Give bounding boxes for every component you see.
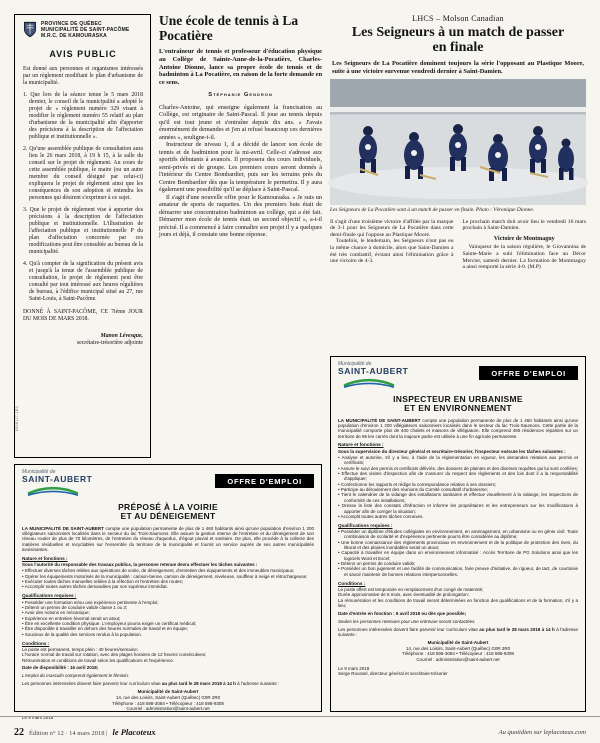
hockey-paragraph: Il s'agit d'une troisième victoire d'affilée par la marque de 3-1 pour les Seigneurs de La Pocatière dans cette demi-finale qui l'oppose au Plastique Moore. [330, 218, 454, 238]
hockey-photo [330, 79, 586, 205]
avis-item: 4. Qu'à compter de la signification du présent avis et jusqu'à la tenue de l'assemblée publique de consultation, le projet de règlement peut être consulté par tout intéressé aux heures régulières de bureau, à l'édifice municipal situé au 27, rue Saint-Louis, à Saint-Pacôme. [23, 261, 143, 302]
list-item: • Avoir des notions en mécanique; [22, 610, 314, 615]
address-email: Courriel : administration@saint-aubert.net [416, 657, 500, 662]
address-line: 14, rue des Loisirs, Saint-Aubert (Québec) G0R 2R0 [405, 645, 511, 651]
contact-note: Seules les personnes retenues pour une entrevue seront contactées. [338, 618, 476, 624]
list-item: • Accomplit toutes autres tâches connexes. [338, 514, 578, 519]
hockey-lead: Les Seigneurs de La Pocatière dominent toujours la série l'opposant au Plastique Moore, suite à une victoire survenue vendredi dernier à Saint-Damien. [332, 60, 584, 75]
page-number: 22 [14, 726, 24, 738]
list-item: Durée approximative de 6 mois, avec éventualité de prolongation; [338, 592, 469, 598]
apply-prefix: Les personnes intéressées doivent faire parvenir leur curriculum vitae [22, 681, 162, 687]
apply-suffix: à l'adresse suivante : [338, 626, 578, 637]
footer-tagline: Au quotidien sur leplacoteux.com [498, 728, 586, 736]
saint-aubert-logo [22, 470, 92, 500]
avis-header [23, 21, 143, 43]
nature-heading: Nature et fonctions : [22, 555, 68, 561]
qualifications-heading: Qualifications requises : [338, 522, 393, 528]
saint-aubert-logo-top: Municipalité de [22, 469, 56, 475]
offre-emploi-banner: OFFRE D'EMPLOI [215, 474, 314, 488]
list-item: L'horaire normal de travail sur rotation, avec des plages horaires de 12 heures consécutives; [22, 652, 207, 658]
list-item: Le poste offert est temporaire en remplacement d'un congé de maternité; [338, 586, 484, 592]
job-intro [338, 418, 578, 439]
list-item: • Capacité à travailler en équipe dans un environnement informatisé : Accès Territoire de PG Solutions ainsi que les logiciels Word et Excel; [338, 550, 578, 561]
job-title-line1: INSPECTEUR EN URBANISME [393, 393, 523, 404]
list-item: • Opérer les équipements motorisés de la municipalité : camion-benne, camion de déneigement, niveleuse, souffleur à neige et rétrochargeuse; [22, 574, 314, 579]
list-item: • Être en excellente condition physique. L'employeur pourra exiger un certificat médical; [22, 621, 314, 626]
qualifications-list [338, 529, 578, 577]
job-intro-rest: compte une population permanente de plus de 1 460 habitants ainsi qu'une population d'environ 1 200 villégiateurs saisonniers localisés dans le secteur du lac Trois-Saumons. Elle assure la gestion interne de l'entretien et du déneigement de son réseau routier de plus de 70 kilomètres, de l'entretien du réseau d'aqueduc, d'égout pluvial et sanitaire. De plus, elle procède à la collecte des matières résiduelles et recyclables sur l'ensemble du territoire de la municipalité et fournit un service auprès de ses autres municipalités avoisinantes. [22, 525, 314, 552]
edition-info: Édition n° 12 · 14 mars 2018 | [29, 729, 108, 737]
tennis-body [159, 104, 322, 239]
conditions-list [22, 647, 314, 663]
hockey-headline: Les Seigneurs à un match de passer en finale [351, 25, 565, 55]
list-item: • Effectuer diverses tâches reliées aux opérations de voirie, de déneigement, d'entretien des équipements et des immeubles municipaux; [22, 568, 314, 573]
address-phone: Téléphone : 418 598-3084 • Télécopieur : 418 598-9308 [112, 700, 224, 706]
masculine-note: L'emploi du masculin comprend également le féminin. [22, 673, 130, 679]
saint-aubert-swoosh-icon [338, 378, 400, 388]
tennis-headline: Une école de tennis à La Pocatière [159, 13, 299, 43]
job-date: Le 9 mars 2018 [338, 665, 370, 671]
saint-aubert-logo [338, 362, 408, 392]
tennis-paragraph: Charles-Antoine, qui enseigne également la francisation au Collège, est originaire de Saint-Pascal. Il joue au tennis depuis qu'il est tout jeune et s'entraîne depuis dix ans. « J'avais énormément de demandes et j'en ai refusé beaucoup ces dernières années », souligne-t-il. [159, 103, 322, 141]
nature-subheading: Sous l'autorité du responsable des travaux publics, la personne retenue devra effectuer les tâches suivantes : [22, 562, 258, 568]
avis-province: PROVINCE DE QUÉBEC [41, 21, 102, 27]
address-name: Municipalité de Saint-Aubert [427, 640, 489, 646]
address-phone: Téléphone : 418 598-3084 • Télécopieur : 418 598-9308 [402, 651, 514, 657]
tennis-byline: Stéphanie Gendron [208, 91, 273, 98]
apply-instructions [338, 627, 578, 638]
nature-list [338, 455, 578, 519]
list-item: • Posséder un diplôme d'études collégiales en environnement, en aménagement, en urbanisme ou en génie civil. Toute combinaison de scolarité et d'expérience pertinente pourra être considérée au diplôme; [338, 529, 578, 540]
conditions-list [338, 587, 578, 608]
job-title-inspecteur [338, 395, 578, 414]
nature-list [22, 568, 314, 589]
saint-aubert-swoosh-icon [22, 486, 84, 496]
avis-signature-title: secrétaire-trésorière adjointe [76, 340, 143, 346]
list-item: • Posséder un bon jugement et une facilité de communication, faire preuve d'initiative, de rigueur, de tact, de courtoisie et savoir maintenir de bonnes relations interpersonnelles. [338, 566, 578, 577]
offre-emploi-banner: OFFRE D'EMPLOI [479, 366, 578, 380]
list-item: • Une bonne connaissance des règlements provinciaux en environnement et de la politique de protection des rives, du littoral et des plaines inondables serait un atout; [338, 540, 578, 551]
avis-given: DONNÉ À SAINT-PACÔME, CE 7ième JOUR DU MOIS DE MARS 2018. [23, 309, 143, 322]
job-date: Le 9 mars 2018 [22, 714, 54, 720]
list-item: • Détenir un permis de conduire valide classe 1 ou 3; [22, 605, 314, 610]
hockey-caption: Les Seigneurs de La Pocatière sont à un match de passer en finale. Photo : Véronique Dionne. [330, 207, 535, 214]
nature-subheading: Sous la supervision du directeur général et secrétaire-trésorier, l'inspecteur exécute les tâches suivantes : [338, 448, 566, 454]
avis-signature-name: Manon Lévesque, [100, 333, 143, 339]
list-item: Le poste est permanent, temps plein : 40 heures/semaine; [22, 646, 139, 652]
tennis-lead: L'entraîneur de tennis et professeur d'éducation physique au Collège de Sainte-Anne-de-la-Pocatière, Charles-Antoine Dionne, lance sa propre école de tennis et de badminton à La Pocatière, en raison de la forte demande en ce sens. [159, 48, 322, 87]
list-item: • Expérience en entretien hivernal serait un atout; [22, 616, 314, 621]
tennis-paragraph: Instructeur de niveau 1, il a décidé de lancer son école de tennis et de badminton pour la mi-avril. Celle-ci s'adresse aux sportifs débutants à avancés. Il proposera des cours individuels, semi-privés et de groupe. Les premiers cours seront donnés à l'intérieur du Centre Bombardier, puis sur les terrains près du Centre Bombardier dès que la température le permettra. Il y aura également une possibilité qu'il se déplace à Saint-Pascal. [159, 141, 322, 194]
avis-title: AVIS PUBLIC [49, 49, 117, 59]
hockey-article [330, 14, 586, 352]
hockey-paragraph: Toutefois, le lendemain, les Seigneurs n'ont pas eu la même chance à domicile, alors que Saint-Damien a été très combattif, évitant ainsi l'élimination grâce à une victoire de 4-3. [330, 238, 454, 265]
avis-municipality: MUNICIPALITÉ DE SAINT-PACÔME [41, 27, 130, 34]
saint-aubert-logo-name: SAINT-AUBERT [22, 474, 93, 484]
list-item: • Dresse la liste des constats d'infraction et informe les propriétaires et les entrepreneurs sur les modifications à apporter afin de corriger la situation; [338, 503, 578, 514]
avis-items [23, 92, 143, 303]
list-item: • Posséder une formation et/ou une expérience pertinente à l'emploi; [22, 600, 314, 605]
newspaper-brand: le Placoteux [112, 726, 156, 737]
hockey-subhead: Victoire de Montmagny [493, 235, 555, 242]
address-line: 14, rue des Loisirs, Saint-Aubert (Québec) G0R 2R0 [115, 695, 221, 701]
address-email: Courriel : administration@saint-aubert.net [126, 706, 210, 712]
hockey-kicker: LHCS – Molson Canadian [412, 14, 504, 23]
conditions-heading: Conditions : [338, 580, 366, 586]
avis-item: 3. Que le projet de règlement vise à apporter des précisions à la description de l'affectation publique et institutionnelle. L'illustration de l'affectation publique et institutionnelle P du plan d'affectation concernée par ces modifications peut être consultée au bureau de la municipalité. [23, 207, 143, 255]
avis-intro: Est donné aux personnes et organismes intéressés par un règlement modifiant le plan d'urbanisme de la municipalité. [23, 66, 143, 86]
avis-item: 1. Que lors de la séance tenue le 5 mars 2018 dernier, le conseil de la municipalité a adopté le projet de « règlement numéro 329 visant à modifier le règlement numéro 55 relatif au plan d'urbanisme de la municipalité afin d'apporter des précisions à la description de l'affectation publique et institutionnelle ». [23, 92, 143, 140]
avis-mrc: M.R.C. DE KAMOURASKA [41, 33, 107, 40]
hockey-column-2 [463, 219, 587, 271]
apply-instructions [22, 681, 314, 686]
list-item: • Analyse et autorise, s'il y a lieu, à l'aide de la réglementation en vigueur, les demandes relatives aux permis et certificats; [338, 455, 578, 466]
tennis-article [159, 14, 322, 458]
avis-public-box [14, 14, 151, 458]
list-item: • Effectue des visites d'inspection afin de s'assurer du respect des règlements et des lois dont il a la responsabilité d'appliquer; [338, 471, 578, 482]
list-item: • Participe au déroulement des réunions du Comité consultatif d'urbanisme; [338, 487, 578, 492]
apply-deadline: au plus tard le 28 mars 2018 à 14 h [161, 681, 236, 687]
saint-aubert-logo-top: Municipalité de [338, 361, 372, 367]
qualifications-list [22, 600, 314, 637]
address-block [22, 689, 314, 711]
ad-code: 6336117-1E2 [15, 405, 19, 431]
job-intro-bold: LA MUNICIPALITÉ DE SAINT-AUBERT [22, 525, 104, 531]
list-item: • Tient le calendrier de la vidange des installations sanitaires et effectue visuellement à la vidange, les inspections de conformité de ces installations; [338, 492, 578, 503]
qualifications-heading: Qualifications requises : [22, 593, 77, 599]
job-title-line2: ET EN ENVIRONNEMENT [404, 403, 512, 413]
list-item: • Être disponible à travailler en dehors des heures normales de travail et en équipe; [22, 626, 314, 631]
job-offer-inspecteur [330, 356, 586, 712]
hockey-paragraph: Vainqueur de la saison régulière, le Giovannina de Sainte-Marie a subi l'élimination face au Décor Mercier, samedi dernier. La formation de Montmagny a ainsi remporté la série 4-0. (M.P) [462, 244, 586, 271]
job-intro-rest: compte une population permanente de plus de 1 460 habitants ainsi qu'une population d'environ 1 200 villégiateurs saisonniers localisés dans le secteur du lac Trois-Saumons. Cette partie de la municipalité comporte plus de 400 chalets et maisons de villégiature. Elle comprend 485 résidences réparties sur un territoire de 96 km carrés dont la majeure partie est utilisée à une fin agricole permanente. [338, 417, 578, 439]
job-intro-bold: LA MUNICIPALITÉ DE SAINT-AUBERT [338, 417, 421, 423]
saint-pacome-crest-logo [23, 21, 37, 43]
job-title-voirie [22, 503, 314, 522]
address-name: Municipalité de Saint-Aubert [137, 689, 199, 695]
availability-line: Date de disponibilité : 16 avril 2018; [22, 665, 99, 671]
job-signature: Serge Roussel, directeur général et secrétaire-trésorier [338, 670, 448, 676]
apply-deadline: au plus tard le 28 mars 2018 à 14 h [479, 626, 555, 632]
job-title-line2: ET AU DÉNEIGEMENT [120, 511, 216, 521]
tennis-paragraph: Il s'agit d'une nouvelle offre pour le Kamouraska. « Je suis un amateur de sports de raquettes. Un des premiers buts était de démarrer une concentration badminton au collège, qui a été fait. Démarrer mon école de tennis était un second objectif », a-t-il précisé. Il a commencé à faire connaître son projet il y a quelques jours et déjà, il constate une bonne réponse. [159, 193, 322, 239]
saint-aubert-logo-name: SAINT-AUBERT [338, 366, 409, 376]
list-item: • Confectionne les rapports et rédige la correspondance relative à ses dossiers; [338, 482, 578, 487]
hockey-paragraph: Le prochain match doit avoir lieu le vendredi 16 mars prochain à Saint-Damien. [462, 218, 586, 232]
start-date-line: Date d'entrée en fonction : 9 avril 2018 ou dès que possible; [338, 610, 467, 616]
nature-heading: Nature et fonctions : [338, 442, 384, 448]
job-intro [22, 526, 314, 553]
list-item: Rémunération et conditions de travail selon les qualifications et l'expérience. [22, 657, 174, 663]
avis-item: 2. Qu'une assemblée publique de consultation aura lieu le 26 mars 2018, à 19 h 15, à la salle du conseil sur le projet de règlement. Au cours de cette assemblée publique, le maire (ou un autre membre du conseil désigné par celui-ci) expliquera le projet de règlement ainsi que les conséquences de son adoption et entendra les personnes qui désirent s'exprimer à ce sujet. [23, 146, 143, 201]
list-item: La rémunération et les conditions de travail seront déterminées en fonction des qualifications et de la formation, s'il y a lieu; [338, 597, 578, 608]
job-offer-voirie [14, 464, 322, 720]
apply-suffix: à l'adresse suivante : [235, 681, 280, 687]
list-item: • Détenir un permis de conduire valide; [338, 561, 578, 566]
list-item: • Soucieux de la qualité des services rendus à la population. [22, 632, 314, 637]
list-item: • Accomplir toutes autres tâches demandées par son supérieur immédiat. [22, 584, 314, 589]
job-title-line1: PRÉPOSÉ À LA VOIRIE [118, 501, 218, 512]
address-block [338, 640, 578, 662]
conditions-heading: Conditions : [22, 640, 50, 646]
list-item: • Exécuter toutes tâches manuelles reliées à la réfection et l'entretien des routes; [22, 579, 314, 584]
apply-prefix: Les personnes intéressées doivent faire parvenir leur curriculum vitae [338, 626, 480, 632]
list-item: • Assure le suivi des permis et certificats délivrés, des dossiers de plaintes et des diverses requêtes qui lui sont confiées; [338, 466, 578, 471]
page-footer [0, 716, 600, 743]
hockey-column-1 [330, 219, 454, 271]
